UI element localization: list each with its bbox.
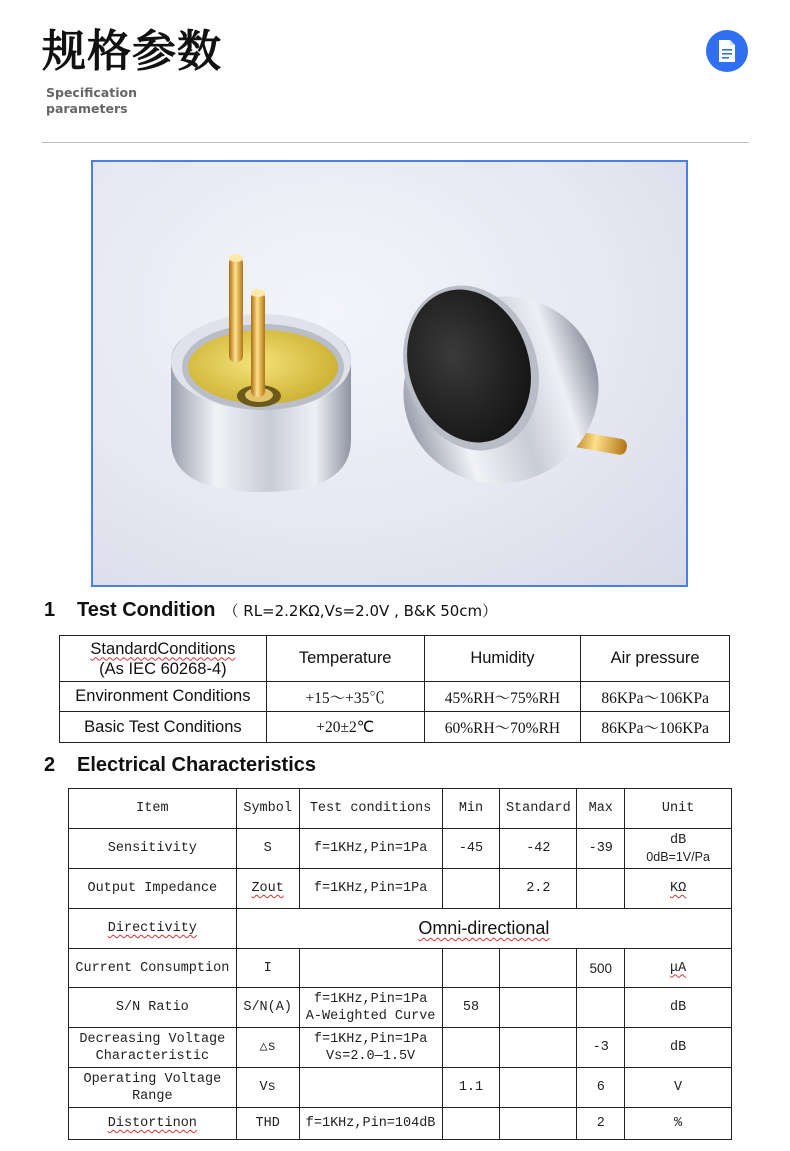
document-icon[interactable] [706,30,748,72]
max-cell: 500 [577,949,625,988]
unit-cell [625,949,732,988]
standard-cell [500,949,577,988]
item-cell: Current Consumption [69,949,237,988]
max-cell: 6 [577,1068,625,1108]
section-1-title: Test Condition [77,599,216,621]
row-label: Environment Conditions [60,682,267,712]
min-cell: -45 [442,829,500,869]
table-row-sensitivity [69,829,732,869]
temperature-value: +20±2℃ [266,712,424,743]
unit-cell [625,829,732,869]
min-cell [442,1108,500,1140]
header-standard-line1: StandardConditions [90,639,236,658]
standard-cell [500,988,577,1028]
item-cell: S/N Ratio [69,988,237,1028]
table-row-operating-voltage [69,1068,732,1108]
conditions-line1: f=1KHz,Pin=1Pa [313,991,428,1007]
symbol-cell: △s [236,1028,299,1068]
max-cell: -39 [577,829,625,869]
section-2-heading [44,754,316,777]
conditions-cell: f=1KHz,Pin=104dB [299,1108,442,1140]
table-row-distortion [69,1108,732,1140]
table-row-impedance [69,869,732,909]
item-cell [69,1108,237,1140]
table-row-decreasing-voltage [69,1028,732,1068]
item-line1: Decreasing Voltage [79,1031,226,1047]
table-header-row [69,789,732,829]
unit-text: μA [670,960,687,976]
item-line2: Range [132,1088,173,1104]
min-cell [442,949,500,988]
item-cell: Sensitivity [69,829,237,869]
item-line1: Operating Voltage [83,1071,222,1087]
standard-cell [500,1108,577,1140]
standard-cell: 2.2 [500,869,577,909]
header-symbol: Symbol [236,789,299,829]
standard-cell: -42 [500,829,577,869]
header-standard-conditions [60,636,267,682]
section-2-title: Electrical Characteristics [77,754,317,776]
standard-cell [500,1068,577,1108]
header-temperature: Temperature [266,636,424,682]
microphone-illustration [93,162,688,587]
subtitle-line-1: Specification [46,85,137,100]
symbol-cell: I [236,949,299,988]
header-air-pressure: Air pressure [581,636,730,682]
symbol-cell: Vs [236,1068,299,1108]
header-unit: Unit [625,789,732,829]
max-cell [577,869,625,909]
max-cell: 2 [577,1108,625,1140]
section-2-number: 2 [44,754,56,776]
item-cell [69,1068,237,1108]
item-cell [69,1028,237,1068]
item-text: Directivity [107,921,197,936]
header-item: Item [69,789,237,829]
symbol-cell: S/N(A) [236,988,299,1028]
electrical-characteristics-table [68,788,732,1140]
min-cell [442,869,500,909]
pressure-value: 86KPa～106KPa [581,712,730,743]
conditions-cell [299,1068,442,1108]
unit-cell: % [625,1108,732,1140]
symbol-cell [236,869,299,909]
item-cell: Output Impedance [69,869,237,909]
conditions-cell [299,949,442,988]
product-photo [91,160,688,587]
unit-line1: dB [670,832,687,848]
conditions-line2: A-Weighted Curve [305,1008,436,1024]
subtitle-line-2: parameters [46,101,128,116]
table-row-sn-ratio [69,988,732,1028]
header-max: Max [577,789,625,829]
page-subtitle [46,85,186,117]
directivity-value [236,909,731,949]
header-humidity: Humidity [424,636,581,682]
header-min: Min [442,789,500,829]
humidity-value: 45%RH～75%RH [424,682,581,712]
humidity-value: 60%RH～70%RH [424,712,581,743]
table-row [60,682,730,712]
directivity-text: Omni-directional [418,918,550,938]
header-test-conditions: Test conditions [299,789,442,829]
table-header-row [60,636,730,682]
section-1-heading [44,599,497,622]
conditions-line2: Vs=2.0—1.5V [326,1048,416,1064]
row-label: Basic Test Conditions [60,712,267,743]
conditions-cell: f=1KHz,Pin=1Pa [299,869,442,909]
table-row [60,712,730,743]
header-standard-line2: (As IEC 60268-4) [99,659,227,678]
item-text: Distortinon [107,1116,197,1131]
standard-cell [500,1028,577,1068]
page-title: 规格参数 [42,26,222,77]
conditions-cell [299,1028,442,1068]
conditions-line1: f=1KHz,Pin=1Pa [313,1031,428,1047]
temperature-value: +15～+35℃ [266,682,424,712]
min-cell [442,1028,500,1068]
section-1-number: 1 [44,599,56,621]
symbol-text: Zout [251,881,284,896]
header-divider [42,142,749,143]
conditions-cell: f=1KHz,Pin=1Pa [299,829,442,869]
unit-cell: dB [625,988,732,1028]
symbol-cell: S [236,829,299,869]
unit-line2: 0dB=1V/Pa [646,849,710,864]
item-line2: Characteristic [95,1048,210,1064]
header-standard: Standard [500,789,577,829]
min-cell: 58 [442,988,500,1028]
test-condition-note: （ RL=2.2KΩ,Vs=2.0V , B&K 50cm） [223,602,498,620]
unit-cell: V [625,1068,732,1108]
unit-cell: dB [625,1028,732,1068]
unit-cell [625,869,732,909]
symbol-cell: THD [236,1108,299,1140]
pressure-value: 86KPa～106KPa [581,682,730,712]
table-row-directivity [69,909,732,949]
conditions-cell [299,988,442,1028]
unit-text: KΩ [670,881,687,896]
item-cell [69,909,237,949]
test-condition-table [59,635,730,743]
table-row-current [69,949,732,988]
min-cell: 1.1 [442,1068,500,1108]
max-cell [577,988,625,1028]
max-cell: -3 [577,1028,625,1068]
